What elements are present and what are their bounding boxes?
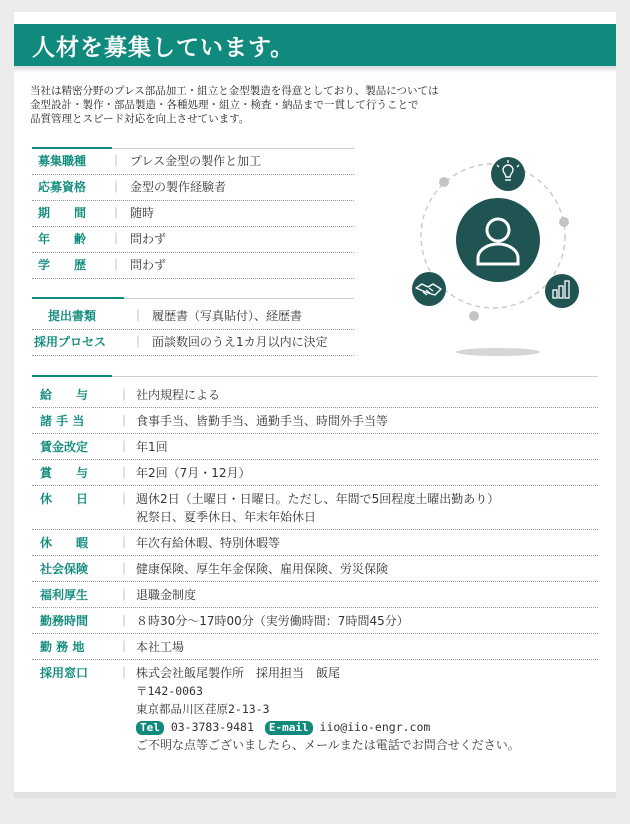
row-separator: ｜: [132, 335, 145, 349]
info-row-qualification: [32, 175, 354, 201]
row-label: 社会保険: [40, 562, 89, 576]
cond-row-welfare: [32, 583, 598, 608]
row-value: 随時: [130, 206, 155, 220]
cond-row-raise: [32, 435, 598, 460]
person-icon: [456, 198, 540, 282]
section-accent: [32, 297, 124, 299]
row-value: [136, 612, 409, 630]
row-line: 退職金制度: [136, 588, 197, 602]
info-row-education: [32, 253, 354, 279]
row-separator: ｜: [118, 614, 131, 628]
row-separator: ｜: [110, 154, 123, 168]
row-separator: ｜: [118, 388, 131, 402]
row-line: 年次有給休暇、特別休暇等: [136, 536, 281, 550]
info-row-process: [32, 330, 354, 356]
handshake-icon: [412, 272, 446, 306]
row-line: ８時30分～17時00分（実労働時間：7時間45分）: [136, 614, 409, 628]
row-value: 金型の製作経験者: [130, 180, 227, 194]
row-value: 問わず: [130, 258, 167, 272]
row-label: 年 齢: [38, 232, 87, 246]
banner-shadow: [14, 66, 616, 73]
row-separator: ｜: [110, 180, 123, 194]
cond-row-bonus: [32, 461, 598, 486]
cond-row-hours: [32, 609, 598, 634]
row-label: 賃金改定: [40, 440, 89, 454]
row-label: 休 日: [40, 492, 89, 506]
contact-zip: 〒142-0063: [136, 684, 203, 698]
row-value: 問わず: [130, 232, 167, 246]
row-separator: ｜: [118, 492, 131, 506]
row-label: 賞 与: [40, 466, 89, 480]
recruitment-card: [14, 12, 616, 798]
orbit-dot: [469, 311, 479, 321]
row-separator: ｜: [110, 232, 123, 246]
row-label: 応募資格: [38, 180, 87, 194]
banner: [14, 24, 616, 66]
row-value: [136, 560, 388, 578]
contact-note: ご不明な点等ございましたら、メールまたは電話でお問合せください。: [136, 738, 520, 752]
row-label: 福利厚生: [40, 588, 89, 602]
contact-row: [32, 661, 598, 777]
info-row-age: [32, 227, 354, 253]
intro-line: 金型設計・製作・部品製造・各種処理・組立・検査・納品まで一貫して行うことで: [30, 99, 419, 111]
row-separator: ｜: [118, 466, 131, 480]
row-label: 休 暇: [40, 536, 89, 550]
row-separator: ｜: [118, 588, 131, 602]
chart-icon: [545, 274, 579, 308]
row-label: 採用プロセス: [34, 335, 107, 349]
row-label: 諸 手 当: [40, 414, 85, 428]
graphic-shadow: [456, 348, 540, 356]
cond-row-holidays: [32, 487, 598, 530]
row-separator: ｜: [118, 640, 131, 654]
row-value: 履歴書（写真貼付）、経歴書: [152, 309, 303, 323]
bottom-shadow: [14, 792, 616, 798]
row-label: 給 与: [40, 388, 89, 402]
cond-row-allowances: [32, 409, 598, 434]
tel-badge: Tel: [136, 721, 164, 735]
row-label: 勤務時間: [40, 614, 89, 628]
row-label: 提出書類: [48, 309, 97, 323]
section-accent: [32, 375, 112, 377]
row-line: 祝祭日、夏季休日、年末年始休日: [136, 510, 317, 524]
row-line: 週休2日（土曜日・日曜日。ただし、年間で5回程度土曜出勤あり）: [136, 492, 500, 506]
cond-row-insurance: [32, 557, 598, 582]
row-separator: ｜: [110, 206, 123, 220]
intro-line: 品質管理とスピード対応を向上させています。: [30, 113, 250, 125]
email-badge: E-mail: [265, 721, 313, 735]
orbit-dot: [559, 217, 569, 227]
row-value: [136, 586, 196, 604]
info-row-documents: [32, 304, 354, 330]
row-label: 期 間: [38, 206, 87, 220]
row-value: [136, 534, 280, 552]
page-title: 人材を募集しています。: [32, 35, 295, 61]
row-line: 年2回（7月・12月）: [136, 466, 251, 480]
row-value: [136, 386, 220, 404]
row-label: 募集職種: [38, 154, 87, 168]
contact-line: [136, 718, 520, 736]
info-row-job: [32, 149, 354, 175]
tel-number[interactable]: 03-3783-9481: [170, 720, 254, 734]
row-line: 健康保険、厚生年金保険、雇用保険、労災保険: [136, 562, 389, 576]
row-label: 学 歴: [38, 258, 87, 272]
row-separator: ｜: [118, 536, 131, 550]
row-separator: ｜: [118, 562, 131, 576]
team-graphic: [404, 140, 584, 362]
row-line: 食事手当、皆勤手当、通勤手当、時間外手当等: [136, 414, 389, 428]
cond-row-salary: [32, 383, 598, 408]
intro-text: [30, 84, 570, 126]
lightbulb-gear-icon: [491, 157, 525, 191]
row-line: 年1回: [136, 440, 168, 454]
row-value: [136, 464, 251, 482]
row-line: 社内規程による: [136, 388, 221, 402]
cond-row-location: [32, 635, 598, 660]
row-value: [136, 638, 184, 656]
row-label: 勤 務 地: [40, 640, 85, 654]
contact-company: 株式会社飯尾製作所 採用担当 飯尾: [136, 666, 341, 680]
cond-row-leave: [32, 531, 598, 556]
row-separator: ｜: [118, 414, 131, 428]
row-separator: ｜: [118, 440, 131, 454]
row-label: 採用窓口: [40, 666, 89, 680]
row-value: [136, 438, 168, 456]
contact-address: 東京都品川区荏原2-13-3: [136, 702, 270, 716]
intro-line: 当社は精密分野のプレス部品加工・組立と金型製造を得意としており、製品については: [30, 85, 439, 97]
row-line: 本社工場: [136, 640, 185, 654]
row-value: プレス金型の製作と加工: [130, 154, 262, 168]
row-separator: ｜: [118, 666, 131, 680]
row-value: [136, 412, 388, 430]
row-separator: ｜: [132, 309, 145, 323]
contact-details: [136, 664, 520, 754]
info-row-period: [32, 201, 354, 227]
row-separator: ｜: [110, 258, 123, 272]
email-address[interactable]: iio@iio-engr.com: [319, 720, 431, 734]
row-value: [136, 490, 499, 526]
orbit-dot: [439, 177, 449, 187]
row-value: 面談数回のうえ1カ月以内に決定: [152, 335, 328, 349]
section-rule: [32, 376, 598, 377]
